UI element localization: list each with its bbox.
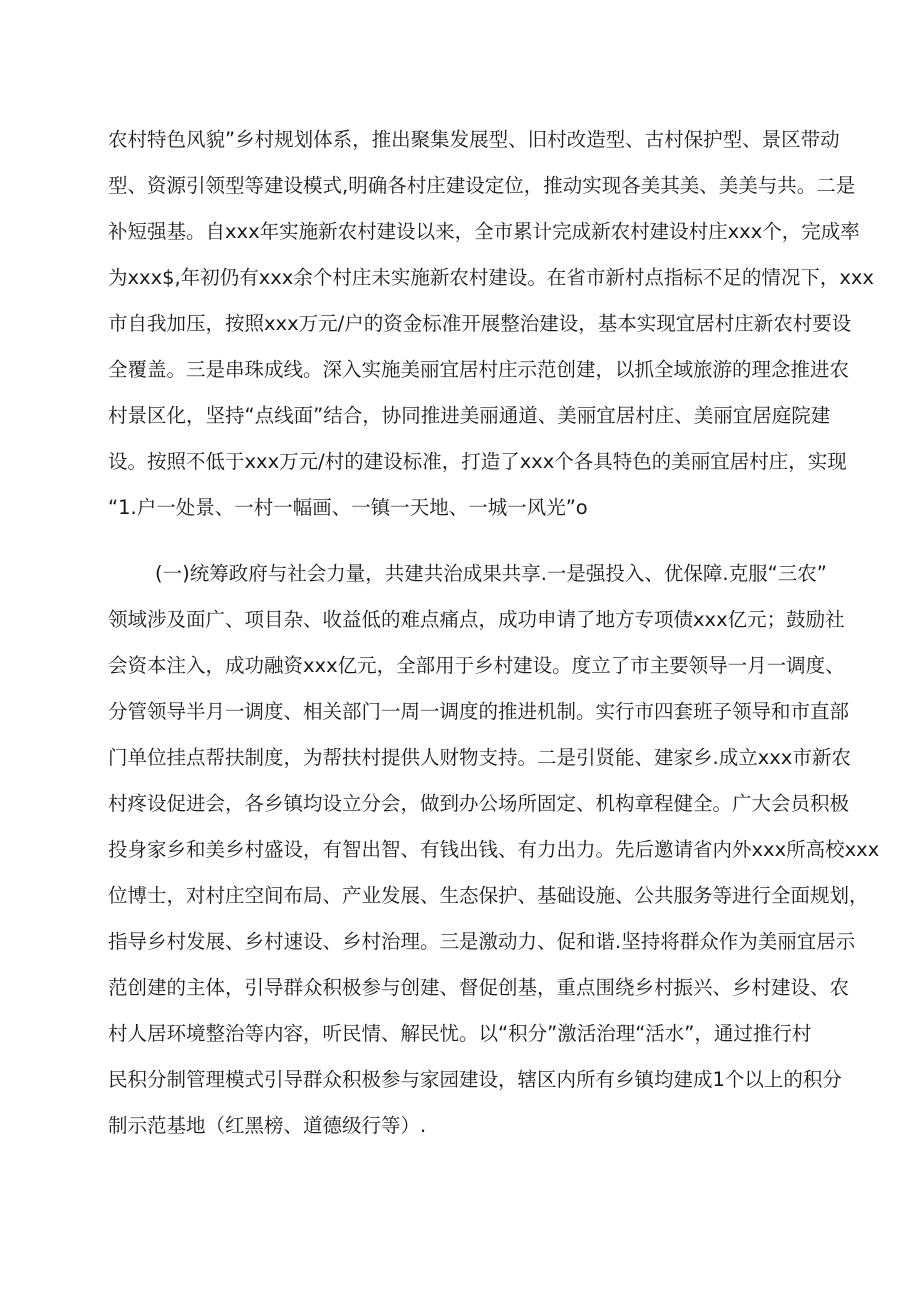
paragraph-2-line-5: 门单位挂点帮扶制度，为帮扶村提供人财物支持。二是引贤能、建家乡.成立xxx市新农: [108, 746, 851, 769]
paragraph-2-line-3: 会资本注入，成功融资xxx亿元，全部用于乡村建设。度立了市主要领导一月一调度、: [108, 654, 845, 677]
paragraph-2-line-2: 领域涉及面广、项目杂、收益低的难点痛点，成功申请了地方专项债xxx亿元；鼓励社: [108, 608, 845, 631]
paragraph-2-line-11: 村人居环境整治等内容，听民情、解民忧。以“积分”激活治理“活水”，通过推行村: [108, 1022, 812, 1045]
paragraph-2-line-7: 投身家乡和美乡村盛设，有智出智、有钱出钱、有力出力。先后邀请省内外xxx所高校xxx: [108, 838, 880, 861]
paragraph-1-line-3: 补短强基。自xxx年实施新农村建设以来，全市累计完成新农村建设村庄xxx个，完成率: [108, 220, 860, 243]
paragraph-1-line-4: 为xxx$,年初仍有xxx余个村庄未实施新农村建设。在省市新村点指标不足的情况下，xxx: [108, 266, 874, 289]
paragraph-2-line-6: 村疼设促进会，各乡镇均设立分会，做到办公场所固定、机构章程健全。广大会员积极: [108, 792, 850, 815]
paragraph-2-line-13: 制示范基地（红黑榜、道德级行等）.: [108, 1114, 427, 1137]
paragraph-2-line-10: 范创建的主体，引导群众积极参与创建、督促创基，重点围绕乡村振兴、乡村建设、农: [108, 976, 850, 999]
paragraph-2-line-9: 指导乡村发展、乡村速设、乡村治理。三是激动力、促和谐.坚持将群众作为美丽宜居示: [108, 930, 856, 953]
paragraph-1-line-2: 型、资源引领型等建设模式,明确各村庄建设定位，推动实现各美其美、美美与共。二是: [108, 174, 856, 197]
paragraph-2-line-4: 分管领导半月一调度、相关部门一周一调度的推进机制。实行市四套班子领导和市直部: [108, 700, 850, 723]
paragraph-2-line-12: 民积分制管理模式引导群众积极参与家园建设，辖区内所有乡镇均建成1个以上的积分: [108, 1068, 842, 1091]
paragraph-1-line-1: 农村特色风貌”乡村规划体系，推出聚集发展型、旧村改造型、古村保护型、景区带动: [108, 128, 840, 151]
paragraph-1-line-7: 村景区化，坚持“点线面”结合，协同推进美丽通道、美丽宜居村庄、美丽宜居庭院建: [108, 404, 831, 427]
paragraph-1-line-5: 市自我加压，按照xxx万元/户的资金标准开展整治建设，基本实现宜居村庄新农村要设: [108, 312, 852, 335]
paragraph-1-line-9: “1.户一处景、一村一幅画、一镇一天地、一城一风光”o: [108, 496, 588, 519]
paragraph-2-line-8: 位博士，对村庄空间布局、产业发展、生态保护、基础设施、公共服务等进行全面规划，: [108, 884, 869, 907]
paragraph-1-line-6: 全覆盖。三是串珠成线。深入实施美丽宜居村庄示范创建，以抓全域旅游的理念推进农: [108, 358, 850, 381]
paragraph-2-line-1: (一)统筹政府与社会力量，共建共治成果共享.一是强投入、优保障.克服“三农”: [155, 562, 827, 585]
paragraph-1-line-8: 设。按照不低于xxx万元/村的建设标准，打造了xxx个各具特色的美丽宜居村庄，实现: [108, 450, 847, 473]
